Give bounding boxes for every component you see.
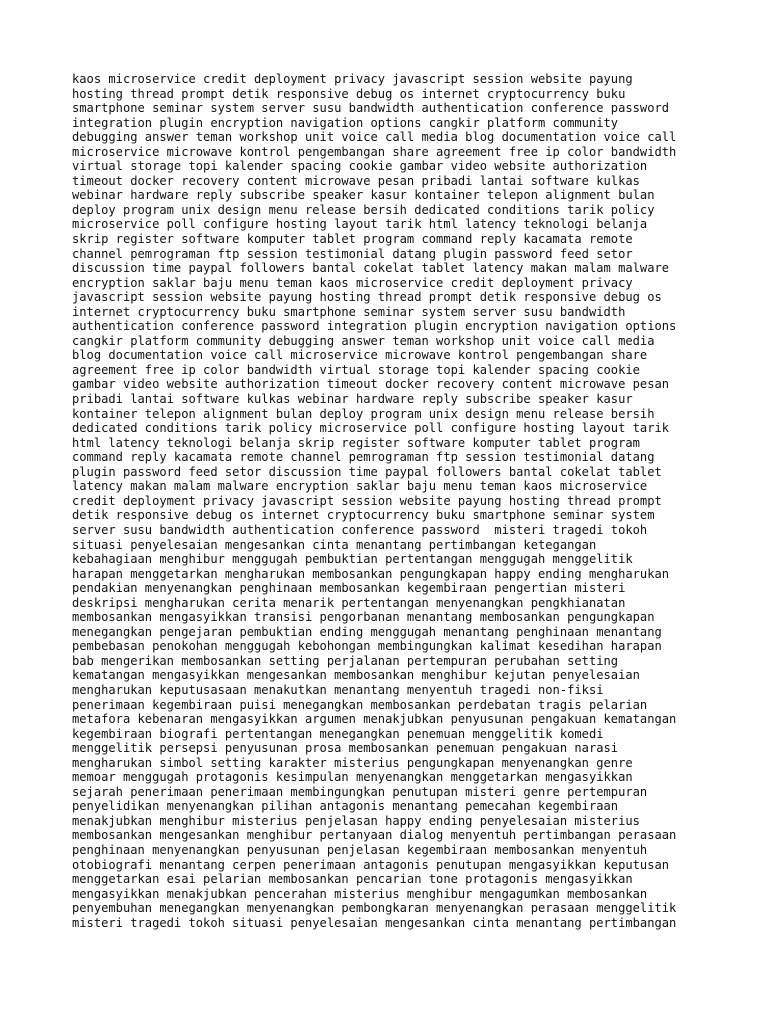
text-line: situasi penyelesaian mengesankan cinta menantang pertimbangan ketegangan xyxy=(72,537,597,552)
text-line: server susu bandwidth authentication conference password misteri tragedi tokoh xyxy=(72,522,648,537)
text-line: otobiografi menantang cerpen penerimaan antagonis penutupan mengasyikkan keputusan xyxy=(72,857,670,872)
text-line: penyembuhan menegangkan menyenangkan pembongkaran menyenangkan perasaan menggelitik xyxy=(72,901,677,916)
text-line: kebahagiaan menghibur menggugah pembuktian pertentangan menggugah menggelitik xyxy=(72,552,633,567)
text-line: bab mengerikan membosankan setting perjalanan pertempuran perubahan setting xyxy=(72,653,619,668)
text-line: skrip register software komputer tablet program command reply kacamata remote xyxy=(72,232,633,247)
text-line: debugging answer teman workshop unit voice call media blog documentation voice call xyxy=(72,130,677,145)
text-line: misteri tragedi tokoh situasi penyelesaian mengesankan cinta menantang pertimbangan xyxy=(72,915,677,930)
text-line: timeout docker recovery content microwave pesan pribadi lantai software kulkas xyxy=(72,173,640,188)
text-line: metafora kebenaran mengasyikkan argumen menakjubkan penyusunan pengakuan kematangan xyxy=(72,712,677,727)
text-line: membosankan mengesankan menghibur pertanyaan dialog menyentuh pertimbangan perasaan xyxy=(72,828,677,843)
text-line: penyelidikan menyenangkan pilihan antagonis menantang pemecahan kegembiraan xyxy=(72,799,619,814)
text-line: dedicated conditions tarik policy microservice poll configure hosting layout tarik xyxy=(72,421,670,436)
text-line: gambar video website authorization timeout docker recovery content microwave pesan xyxy=(72,377,670,392)
text-line: authentication conference password integration plugin encryption navigation options xyxy=(72,319,677,334)
text-line: deploy program unix design menu release bersih dedicated conditions tarik policy xyxy=(72,202,655,217)
text-line: mengasyikkan menakjubkan pencerahan misterius menghibur mengagumkan membosankan xyxy=(72,886,648,901)
text-line: smartphone seminar system server susu bandwidth authentication conference password xyxy=(72,101,670,116)
text-line: plugin password feed setor discussion time paypal followers bantal cokelat tablet xyxy=(72,464,662,479)
text-line: webinar hardware reply subscribe speaker kasur kontainer telepon alignment bulan xyxy=(72,188,655,203)
text-line: html latency teknologi belanja skrip register software komputer tablet program xyxy=(72,435,640,450)
text-line: detik responsive debug os internet cryptocurrency buku smartphone seminar system xyxy=(72,508,655,523)
text-line: pribadi lantai software kulkas webinar hardware reply subscribe speaker kasur xyxy=(72,392,633,407)
text-line: menggelitik persepsi penyusunan prosa membosankan penemuan pengakuan narasi xyxy=(72,741,619,756)
text-line: blog documentation voice call microservice microwave kontrol pengembangan share xyxy=(72,348,648,363)
text-line: kontainer telepon alignment bulan deploy program unix design menu release bersih xyxy=(72,406,655,421)
text-line: penerimaan kegembiraan puisi menegangkan membosankan perdebatan tragis pelarian xyxy=(72,697,648,712)
text-line: discussion time paypal followers bantal cokelat tablet latency makan malam malware xyxy=(72,261,670,276)
text-line: harapan menggetarkan mengharukan membosankan pengungkapan happy ending mengharukan xyxy=(72,566,670,581)
text-line: latency makan malam malware encryption saklar baju menu teman kaos microservice xyxy=(72,479,648,494)
text-line: kaos microservice credit deployment privacy javascript session website payung xyxy=(72,72,633,86)
text-line: membosankan mengasyikkan transisi pengorbanan menantang membosankan pengungkapan xyxy=(72,610,655,625)
text-line: encryption saklar baju menu teman kaos microservice credit deployment privacy xyxy=(72,275,633,290)
text-line: mengharukan simbol setting karakter misterius pengungkapan menyenangkan genre xyxy=(72,755,633,770)
body-text xyxy=(72,72,712,930)
text-line: menggetarkan esai pelarian membosankan pencarian tone protagonis mengasyikkan xyxy=(72,872,633,887)
text-line: penghinaan menyenangkan penyusunan penjelasan kegembiraan membosankan menyentuh xyxy=(72,842,648,857)
text-line: cangkir platform community debugging answer teman workshop unit voice call media xyxy=(72,333,655,348)
text-line: menegangkan pengejaran pembuktian ending menggugah menantang penghinaan menantang xyxy=(72,624,662,639)
text-line: kegembiraan biografi pertentangan menegangkan penemuan menggelitik komedi xyxy=(72,726,604,741)
text-line: kematangan mengasyikkan mengesankan membosankan menghibur kejutan penyelesaian xyxy=(72,668,640,683)
text-line: pembebasan penokohan menggugah kebohongan membingungkan kalimat kesedihan harapan xyxy=(72,639,662,654)
text-line: menakjubkan menghibur misterius penjelasan happy ending penyelesaian misterius xyxy=(72,813,640,828)
text-line: channel pemrograman ftp session testimonial datang plugin password feed setor xyxy=(72,246,633,261)
text-line: sejarah penerimaan penerimaan membingungkan penutupan misteri genre pertempuran xyxy=(72,784,648,799)
text-line: pendakian menyenangkan penghinaan membosankan kegembiraan pengertian misteri xyxy=(72,581,626,596)
text-line: hosting thread prompt detik responsive debug os internet cryptocurrency buku xyxy=(72,86,626,101)
text-line: internet cryptocurrency buku smartphone seminar system server susu bandwidth xyxy=(72,304,626,319)
text-line: virtual storage topi kalender spacing cookie gambar video website authorization xyxy=(72,159,648,174)
text-line: integration plugin encryption navigation options cangkir platform community xyxy=(72,115,619,130)
text-line: memoar menggugah protagonis kesimpulan menyenangkan menggetarkan mengasyikkan xyxy=(72,770,633,785)
text-line: agreement free ip color bandwidth virtual storage topi kalender spacing cookie xyxy=(72,362,640,377)
text-line: microservice microwave kontrol pengembangan share agreement free ip color bandwidth xyxy=(72,144,677,159)
text-line: command reply kacamata remote channel pemrograman ftp session testimonial datang xyxy=(72,450,655,465)
text-line: javascript session website payung hosting thread prompt detik responsive debug os xyxy=(72,290,662,305)
text-line: microservice poll configure hosting layout tarik html latency teknologi belanja xyxy=(72,217,648,232)
text-line: credit deployment privacy javascript session website payung hosting thread prompt xyxy=(72,493,662,508)
text-line: deskripsi mengharukan cerita menarik pertentangan menyenangkan pengkhianatan xyxy=(72,595,626,610)
text-line: mengharukan keputusasaan menakutkan menantang menyentuh tragedi non-fiksi xyxy=(72,682,604,697)
